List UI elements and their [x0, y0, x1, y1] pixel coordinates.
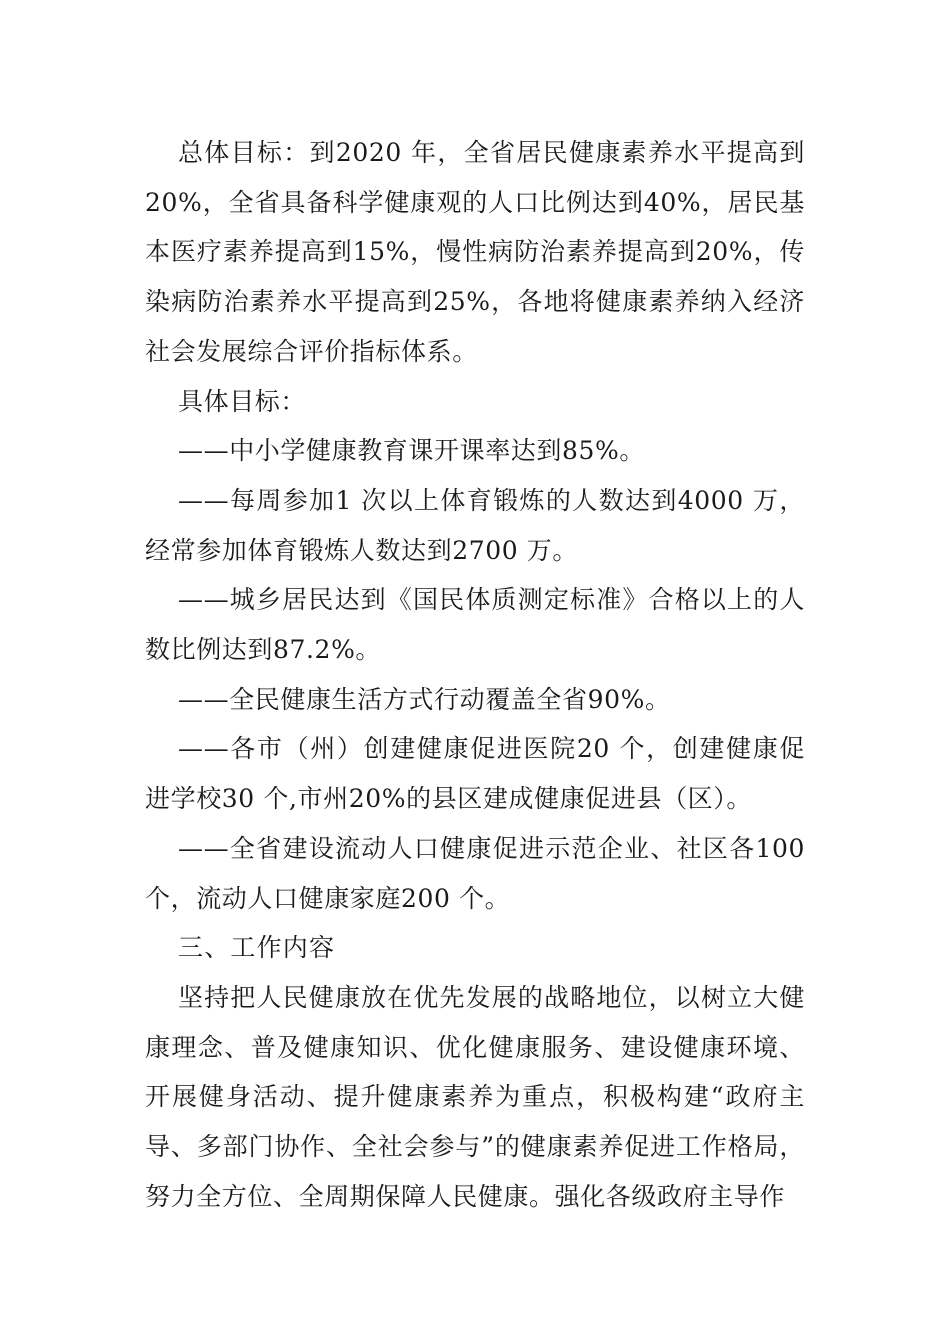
- paragraph-goal-healthy-lifestyle: ——全民健康生活方式行动覆盖全省90%。: [178, 684, 671, 714]
- paragraph-goal-physical-exercise: ——每周参加1 次以上体育锻炼的人数达到4000 万，经常参加体育锻炼人数达到2700 万。: [145, 485, 805, 565]
- paragraph-goal-health-promotion-hospitals: ——各市（州）创建健康促进医院20 个，创建健康促进学校30 个,市州20%的县区建成健康促进县（区）。: [145, 734, 805, 814]
- paragraph-overall-goal: 总体目标：到2020 年，全省居民健康素养水平提高到20%，全省具备科学健康观的人口比例达到40%，居民基本医疗素养提高到15%，慢性病防治素养提高到20%，传染病防治素养水平提高到25%，各地将健康素养纳入经济社会发展综合评价指标体系。: [145, 138, 805, 366]
- paragraph-specific-goals-heading: 具体目标：: [178, 386, 307, 416]
- paragraph-goal-physical-fitness: ——城乡居民达到《国民体质测定标准》合格以上的人数比例达到87.2%。: [145, 585, 805, 665]
- paragraph-work-content: 坚持把人民健康放在优先发展的战略地位，以树立大健康理念、普及健康知识、优化健康服务、建设健康环境、开展健身活动、提升健康素养为重点，积极构建“政府主导、多部门协作、全社会参与”的健康素养促进工作格局，努力全方位、全周期保障人民健康。强化各级政府主导作: [145, 982, 805, 1211]
- document-body: [145, 128, 805, 1221]
- paragraph-goal-health-education: ——中小学健康教育课开课率达到85%。: [178, 436, 645, 466]
- paragraph-goal-floating-population: ——全省建设流动人口健康促进示范企业、社区各100 个，流动人口健康家庭200 个。: [145, 833, 805, 913]
- section-heading-work-content: 三、工作内容: [178, 933, 336, 963]
